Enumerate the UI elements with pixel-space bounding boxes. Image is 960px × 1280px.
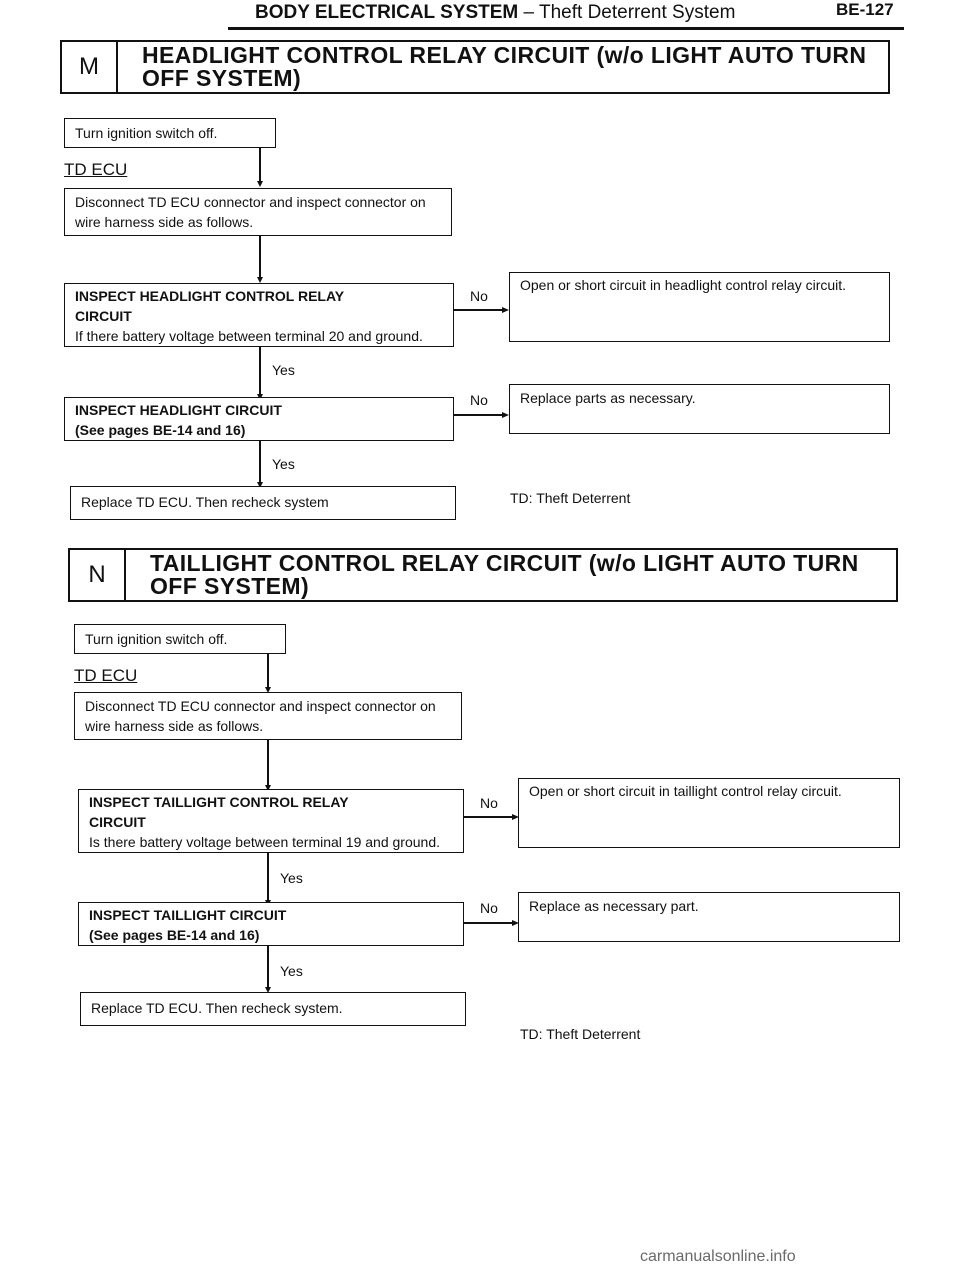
section-n-inspect-relay-question: Is there battery voltage between terminal 19 and ground.: [89, 834, 440, 850]
section-m-connector-3: [259, 347, 261, 395]
page-header-title: [255, 2, 735, 24]
section-n-step-disconnect: Disconnect TD ECU connector and inspect connector on wire harness side as follows.: [74, 692, 462, 740]
section-n-inspect-circuit-title: INSPECT TAILLIGHT CIRCUIT: [89, 907, 287, 923]
section-m-no-label-2: No: [470, 392, 488, 408]
section-m-connector-4: [259, 441, 261, 483]
section-m-inspect-circuit-ref: (See pages BE-14 and 16): [75, 422, 246, 438]
section-n-yes-label-2: Yes: [280, 963, 303, 979]
section-m-result-replace-parts: Replace parts as necessary.: [509, 384, 890, 434]
section-n-inspect-circuit-ref: (See pages BE-14 and 16): [89, 927, 260, 943]
header-title-bold: BODY ELECTRICAL SYSTEM: [255, 2, 519, 23]
section-m-step-turn-off: Turn ignition switch off.: [64, 118, 276, 148]
section-n-td-ecu-label: TD ECU: [74, 666, 138, 685]
section-n-header: [68, 548, 898, 602]
header-title-rest: – Theft Deterrent System: [518, 2, 736, 23]
section-n-inspect-relay-title2: CIRCUIT: [89, 814, 146, 830]
section-m-no-arrow-1: [502, 307, 509, 313]
section-n-result-open-short: Open or short circuit in taillight control relay circuit.: [518, 778, 900, 848]
section-m-result-open-short: Open or short circuit in headlight control relay circuit.: [509, 272, 890, 342]
section-m-final-step: Replace TD ECU. Then recheck system: [70, 486, 456, 520]
section-n-no-connector-2: [464, 922, 514, 924]
section-n-connector-2: [267, 740, 269, 786]
section-n-connector-1: [267, 654, 269, 688]
section-n-title-line2: OFF SYSTEM): [150, 573, 310, 599]
section-n-connector-3: [267, 853, 269, 901]
section-n-final-step: Replace TD ECU. Then recheck system.: [80, 992, 466, 1026]
header-rule: [228, 27, 904, 30]
section-m-inspect-circuit: [64, 397, 454, 441]
section-n-result-replace-parts: Replace as necessary part.: [518, 892, 900, 942]
section-n-inspect-circuit: [78, 902, 464, 946]
section-m-arrow-1: [257, 181, 263, 187]
section-n-yes-label-1: Yes: [280, 870, 303, 886]
footer-watermark: carmanualsonline.info: [640, 1248, 796, 1265]
section-m-inspect-relay-title2: CIRCUIT: [75, 308, 132, 324]
page-number: BE-127: [836, 0, 894, 19]
section-n-step-turn-off: Turn ignition switch off.: [74, 624, 286, 654]
section-m-yes-label-2: Yes: [272, 456, 295, 472]
section-m-no-arrow-2: [502, 412, 509, 418]
section-n-connector-4: [267, 946, 269, 988]
section-n-title: [150, 552, 859, 598]
section-m-no-label-1: No: [470, 288, 488, 304]
section-m-connector-2: [259, 236, 261, 278]
section-m-inspect-relay: [64, 283, 454, 347]
section-m-note: TD: Theft Deterrent: [510, 490, 631, 506]
section-m-title: [142, 44, 866, 90]
section-n-inspect-relay-title: INSPECT TAILLIGHT CONTROL RELAY: [89, 794, 349, 810]
section-n-no-label-2: No: [480, 900, 498, 916]
section-m-td-ecu-label: TD ECU: [64, 160, 128, 179]
section-m-title-line2: OFF SYSTEM): [142, 65, 302, 91]
section-m-connector-1: [259, 148, 261, 182]
section-m-step-disconnect: Disconnect TD ECU connector and inspect connector on wire harness side as follows.: [64, 188, 452, 236]
section-m-letter: M: [62, 42, 118, 92]
section-m-yes-label-1: Yes: [272, 362, 295, 378]
section-m-inspect-circuit-title: INSPECT HEADLIGHT CIRCUIT: [75, 402, 282, 418]
section-n-no-connector-1: [464, 816, 514, 818]
section-m-no-connector-2: [454, 414, 504, 416]
section-m-no-connector-1: [454, 309, 504, 311]
section-m-header: [60, 40, 890, 94]
section-m-title-line1: HEADLIGHT CONTROL RELAY CIRCUIT (w/o LIGHT AUTO TURN: [142, 42, 867, 68]
section-n-note: TD: Theft Deterrent: [520, 1026, 641, 1042]
section-n-letter: N: [70, 550, 126, 600]
section-n-inspect-relay: [78, 789, 464, 853]
section-n-title-line1: TAILLIGHT CONTROL RELAY CIRCUIT (w/o LIGHT AUTO TURN: [150, 550, 859, 576]
section-n-no-label-1: No: [480, 795, 498, 811]
section-m-inspect-relay-title: INSPECT HEADLIGHT CONTROL RELAY: [75, 288, 345, 304]
section-m-inspect-relay-question: If there battery voltage between terminal 20 and ground.: [75, 328, 423, 344]
